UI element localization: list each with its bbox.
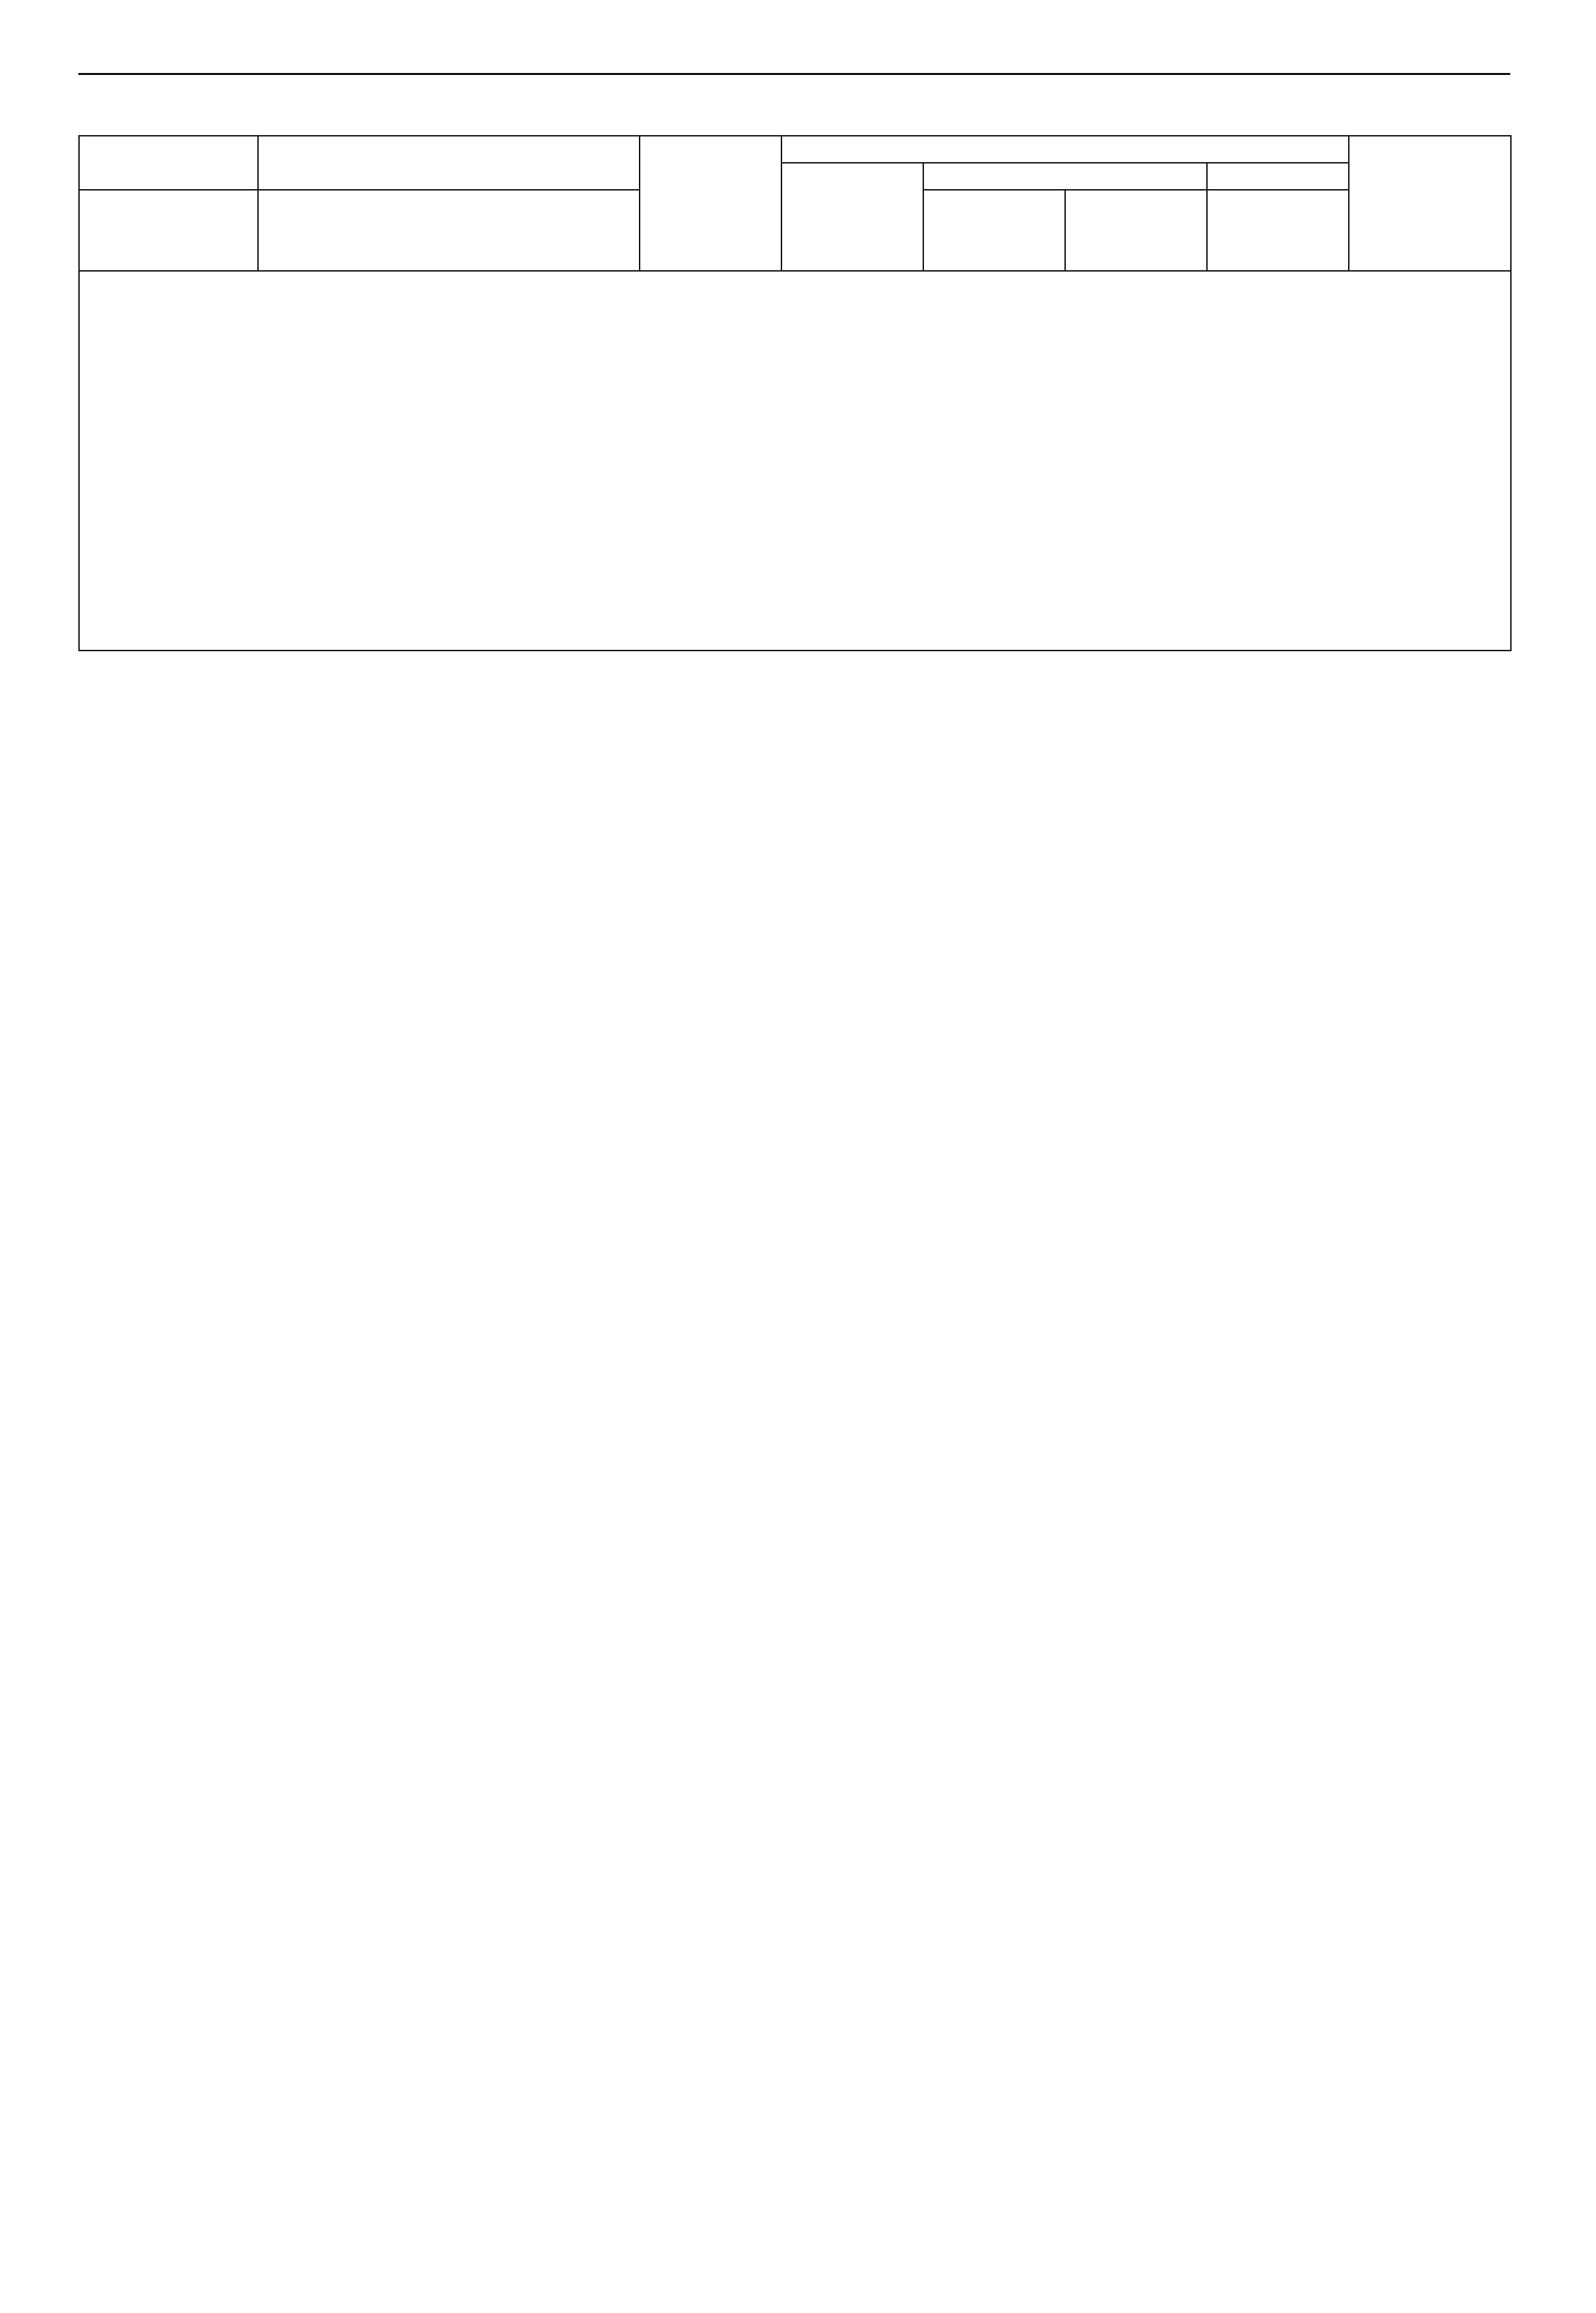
header-including <box>781 136 1349 163</box>
price-table <box>78 135 1512 651</box>
header-worker-pay <box>781 163 923 271</box>
header-operator-pay <box>1065 190 1207 271</box>
header-material-codes <box>79 190 258 271</box>
header-work-name <box>258 136 640 190</box>
header-rate-number <box>79 136 258 190</box>
header-material-use <box>1207 190 1349 271</box>
header-material-names <box>258 190 640 271</box>
header-machines-total <box>923 190 1065 271</box>
header-direct-costs <box>640 136 781 271</box>
subsection-block <box>79 271 1511 651</box>
header-machines <box>923 163 1207 190</box>
header-labor-hours <box>1349 136 1511 271</box>
header-materials <box>1207 163 1349 190</box>
running-header <box>78 70 1510 75</box>
